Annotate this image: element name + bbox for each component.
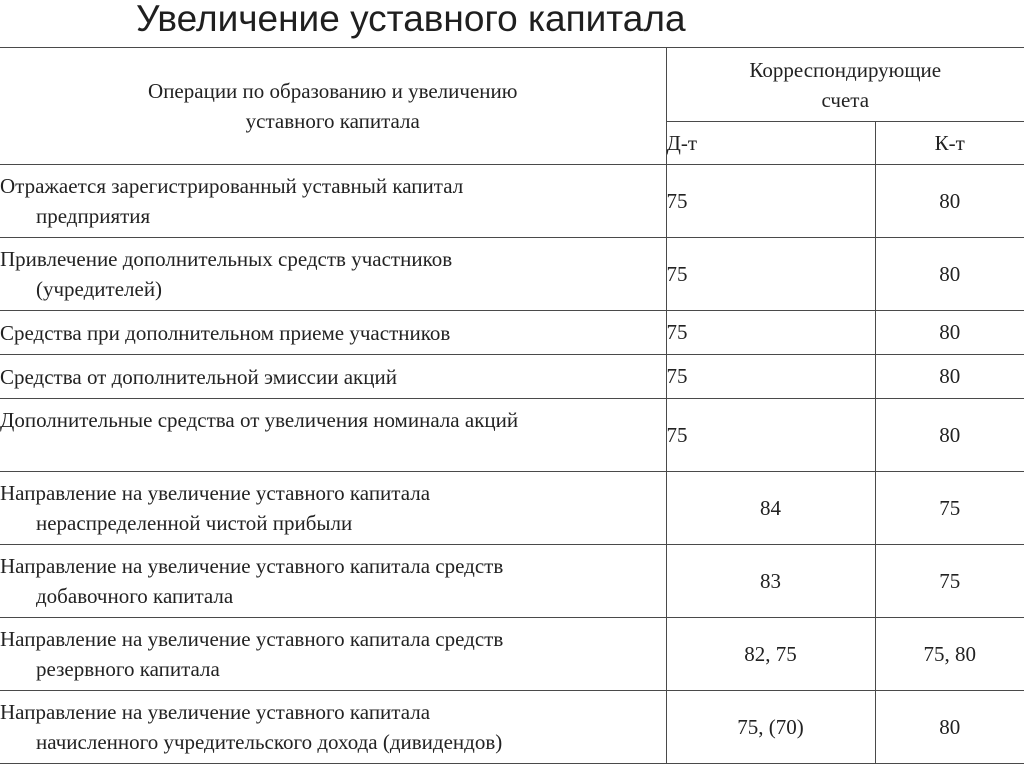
accounts-header-line2: счета <box>821 87 870 112</box>
operation-cell <box>0 165 666 238</box>
operation-text: Средства от дополнительной эмиссии акций <box>0 364 397 389</box>
credit-cell: 75 <box>875 545 1024 618</box>
operation-text-continued: резервного капитала <box>36 657 220 681</box>
debit-cell: 75 <box>666 399 875 472</box>
operation-text: Дополнительные средства от увеличения номинала акций <box>0 408 519 432</box>
debit-cell: 82, 75 <box>666 618 875 691</box>
debit-cell: 84 <box>666 472 875 545</box>
credit-cell: 80 <box>875 355 1024 399</box>
table-row <box>0 472 1024 545</box>
credit-cell: 80 <box>875 165 1024 238</box>
accounts-header-line1: Корреспондирующие <box>749 57 942 82</box>
credit-cell: 80 <box>875 399 1024 472</box>
operation-cell <box>0 545 666 618</box>
operations-column-header <box>0 48 666 165</box>
table-row <box>0 238 1024 311</box>
operation-cell <box>0 691 666 764</box>
header-row-top <box>0 48 1024 122</box>
operation-text: Средства при дополнительном приеме участников <box>0 320 451 345</box>
page-title: Увеличение уставного капитала <box>136 0 686 39</box>
operations-table <box>0 47 1024 764</box>
operations-header-line1: Операции по образованию и увеличению <box>148 79 518 103</box>
table-row <box>0 311 1024 355</box>
credit-cell: 80 <box>875 238 1024 311</box>
operation-text-continued: (учредителей) <box>36 277 163 301</box>
credit-cell: 80 <box>875 311 1024 355</box>
table-row <box>0 545 1024 618</box>
table-row <box>0 399 1024 472</box>
credit-cell: 80 <box>875 691 1024 764</box>
operation-text: Направление на увеличение уставного капитала средств <box>0 554 504 578</box>
credit-cell: 75 <box>875 472 1024 545</box>
operation-text-continued: предприятия <box>36 204 151 228</box>
operation-cell <box>0 472 666 545</box>
operation-text: Отражается зарегистрированный уставный капитал <box>0 174 464 198</box>
debit-cell: 75 <box>666 311 875 355</box>
debit-column-header: Д-т <box>666 122 875 165</box>
credit-column-header: К-т <box>875 122 1024 165</box>
operation-cell <box>0 311 666 355</box>
operation-text: Направление на увеличение уставного капитала <box>0 481 431 505</box>
table-row <box>0 691 1024 764</box>
operation-cell <box>0 399 666 472</box>
table-row <box>0 618 1024 691</box>
operation-text-continued: начисленного учредительского дохода (дивидендов) <box>36 730 503 754</box>
operation-cell <box>0 355 666 399</box>
debit-cell: 75 <box>666 355 875 399</box>
accounts-column-header <box>666 48 1024 122</box>
operation-cell <box>0 618 666 691</box>
debit-cell: 75 <box>666 165 875 238</box>
operation-text: Направление на увеличение уставного капитала <box>0 700 431 724</box>
debit-cell: 75 <box>666 238 875 311</box>
operation-text-continued: нераспределенной чистой прибыли <box>36 511 353 535</box>
operation-cell <box>0 238 666 311</box>
table-row <box>0 355 1024 399</box>
operation-text-continued: добавочного капитала <box>36 584 234 608</box>
operation-text: Направление на увеличение уставного капитала средств <box>0 627 504 651</box>
credit-cell: 75, 80 <box>875 618 1024 691</box>
debit-cell: 75, (70) <box>666 691 875 764</box>
debit-cell: 83 <box>666 545 875 618</box>
operations-header-line2: уставного капитала <box>245 109 420 133</box>
table-row <box>0 165 1024 238</box>
operation-text: Привлечение дополнительных средств участников <box>0 247 453 271</box>
